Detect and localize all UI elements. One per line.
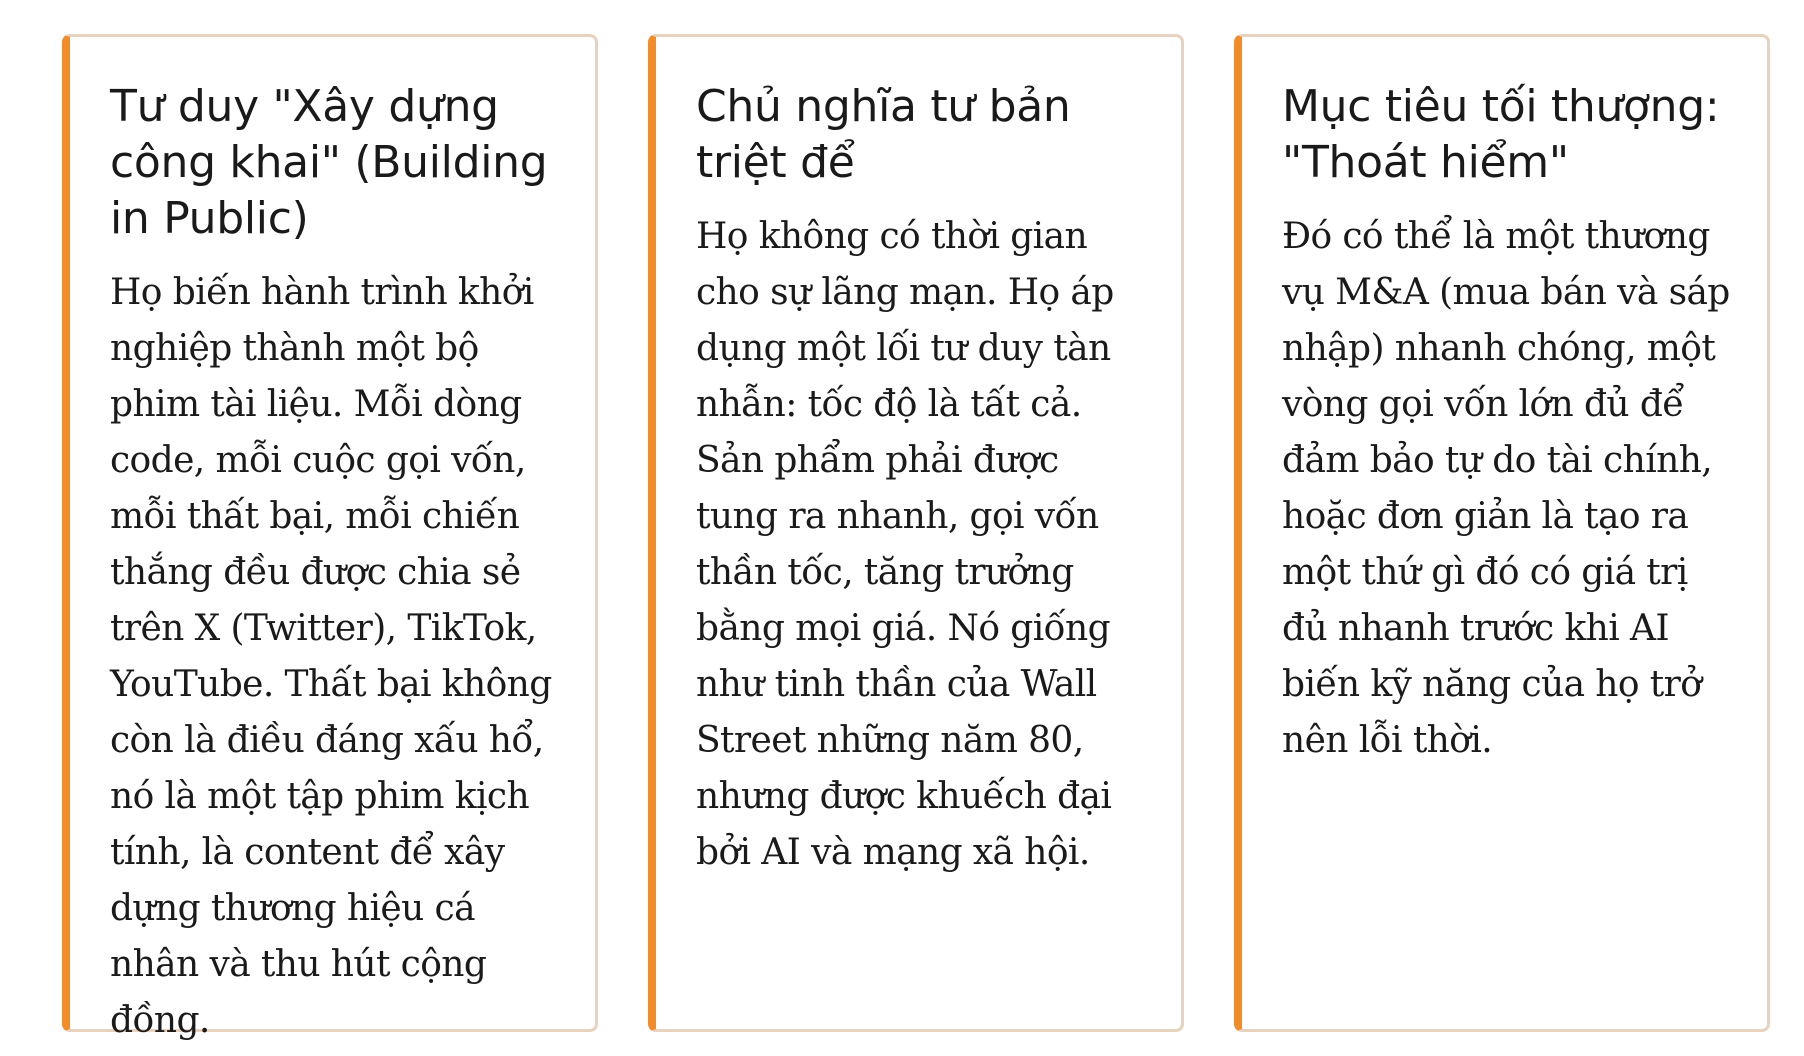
card-radical-capitalism xyxy=(648,34,1184,1032)
card-title: Tư duy "Xây dựng công khai" (Building in Public) xyxy=(110,81,548,244)
card-building-in-public xyxy=(62,34,598,1041)
card-title: Chủ nghĩa tư bản triệt để xyxy=(696,81,1071,188)
card-body: Họ biến hành trình khởi nghiệp thành một bộ phim tài liệu. Mỗi dòng code, mỗi cuộc gọi vốn, mỗi thất bại, mỗi chiến thắng đều được chia sẻ trên X (Twitter), TikTok, YouTube. Thất bại không còn là điều đáng xấu hổ, nó là một tập phim kịch tính, là content để xây dựng thương hiệu cá nhân và thu hút cộng đồng. xyxy=(110,272,552,1041)
card-title: Mục tiêu tối thượng: "Thoát hiểm" xyxy=(1282,81,1720,188)
card-ultimate-goal-exit xyxy=(1234,34,1770,1032)
card-body: Họ không có thời gian cho sự lãng mạn. Họ áp dụng một lối tư duy tàn nhẫn: tốc độ là tất cả. Sản phẩm phải được tung ra nhanh, gọi vốn thần tốc, tăng trưởng bằng mọi giá. Nó giống như tinh thần của Wall Street những năm 80, nhưng được khuếch đại bởi AI và mạng xã hội. xyxy=(696,216,1114,873)
card-body: Đó có thể là một thương vụ M&A (mua bán và sáp nhập) nhanh chóng, một vòng gọi vốn lớn đủ để đảm bảo tự do tài chính, hoặc đơn giản là tạo ra một thứ gì đó có giá trị đủ nhanh trước khi AI biến kỹ năng của họ trở nên lỗi thời. xyxy=(1282,216,1730,761)
